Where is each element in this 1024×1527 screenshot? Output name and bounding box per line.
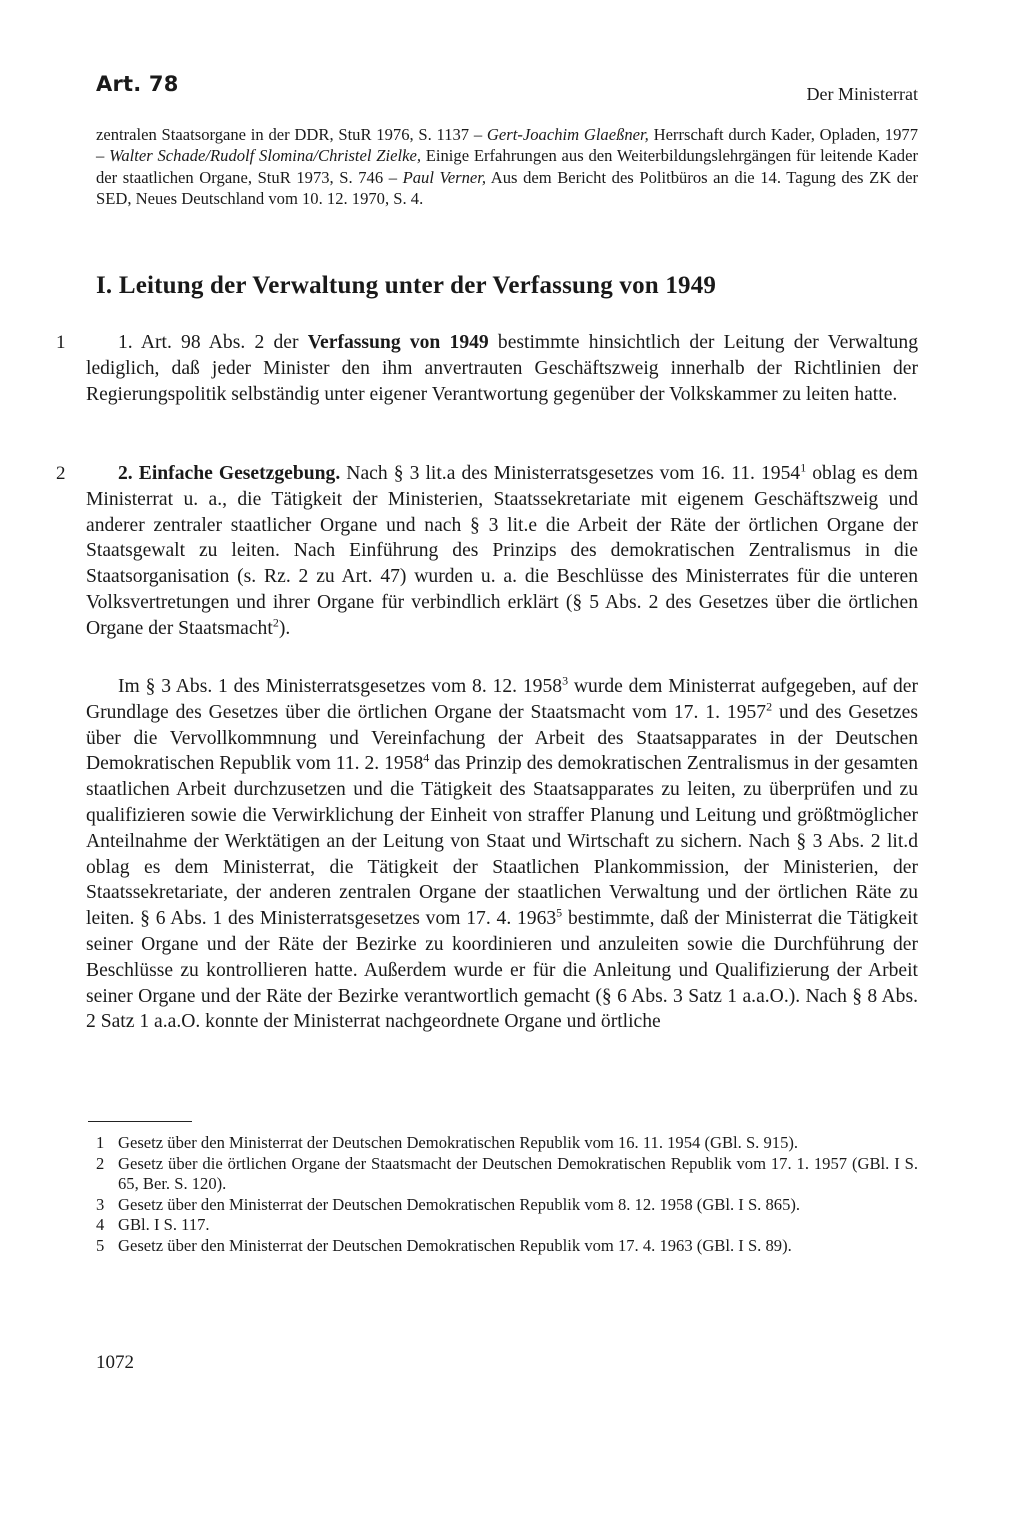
paragraph-text: bestimmte, daß der Ministerrat die Tätigkeit seiner Organe und der Räte der Bezirke zu koordinieren und anzuleiten sowie die Durchführung der Beschlüsse zu kontrollieren hatte. Außerdem wurde er für die Anleitung und Qualifizierung der Arbeit seiner Organe und der Räte der Bezirke verantwortlich gemacht (§ 6 Abs. 3 Satz 1 a.a.O.). Nach § 8 Abs. 2 Satz 1 a.a.O. konnte der Ministerrat nachgeordnete Organe und örtliche bbox=[86, 908, 918, 1033]
footnote-text: GBl. I S. 117. bbox=[118, 1215, 210, 1235]
bibliography-author: Gert-Joachim Glaeßner, bbox=[486, 125, 649, 144]
footnote-number: 5 bbox=[96, 1235, 105, 1255]
paragraph-text: Nach § 3 lit.a des Ministerratsgesetzes vom 16. 11. 1954 bbox=[340, 463, 801, 484]
paragraph-2 bbox=[86, 461, 918, 642]
footnote-ref: 2 bbox=[272, 615, 279, 630]
paragraph-body bbox=[86, 330, 918, 407]
footnote bbox=[96, 1215, 918, 1236]
paragraph-text: wurde dem Ministerrat aufgegeben, auf der Grundlage des Gesetzes über die örtlichen Organe der Staatsmacht vom 17. 1. 1957 bbox=[86, 676, 918, 723]
footnote-ref: 4 bbox=[423, 750, 430, 765]
footnote-divider bbox=[88, 1121, 192, 1122]
running-head: Der Ministerrat bbox=[806, 84, 918, 104]
footnote-number: 1 bbox=[96, 1133, 105, 1152]
footnote-number: 3 bbox=[96, 1194, 105, 1214]
footnote-text: Gesetz über den Ministerrat der Deutschen Demokratischen Republik vom 16. 11. 1954 (GBl. S. 915). bbox=[118, 1133, 799, 1152]
bibliography-text: Einige Erfahrungen aus den Weiterbildungslehrgängen für leitende Kader der staatlichen Organe, StuR 1973, S. 746 – bbox=[96, 146, 918, 187]
bibliography-block bbox=[96, 124, 918, 209]
paragraph-1 bbox=[86, 330, 918, 407]
footnote-ref: 3 bbox=[562, 673, 569, 688]
paragraph-3 bbox=[86, 674, 918, 1035]
article-label: Art. 78 bbox=[96, 72, 179, 96]
page-number: 1072 bbox=[96, 1352, 134, 1373]
footnotes bbox=[96, 1133, 918, 1257]
paragraph-body bbox=[86, 674, 918, 1035]
paragraph-text: das Prinzip des demokratischen Zentralismus in der gesamten staatlichen Arbeit durchzusetzen und die Tätigkeit des Staatsapparates zu leiten, zu überprüfen und zu qualifizieren sowie die Verwirklichung der Einheit von straffer Planung und Leitung und größtmöglicher Anteilnahme der Werktätigen an der Leitung von Staat und Wirtschaft zu sichern. Nach § 3 Abs. 2 lit.d oblag es dem Ministerrat, die Tätigkeit der Staatlichen Plankommission, der Ministerien, der Staatssekretariate, der anderen zentralen Organe der staatlichen Verwaltung und der örtlichen Räte zu leiten. § 6 Abs. 1 des Ministerratsgesetzes vom 17. 4. 1963 bbox=[86, 753, 918, 930]
paragraph-bold: 2. Einfache Gesetzgebung. bbox=[118, 463, 341, 484]
footnote-ref: 5 bbox=[556, 905, 563, 920]
section-heading: I. Leitung der Verwaltung unter der Verfassung von 1949 bbox=[96, 272, 717, 299]
footnote-text: Gesetz über die örtlichen Organe der Staatsmacht der Deutschen Demokratischen Republik vom 17. 1. 1957 (GBl. I S. 65, Ber. S. 120). bbox=[118, 1153, 918, 1194]
bibliography-author: Paul Verner, bbox=[402, 167, 487, 187]
paragraph-text: und des Gesetzes über die Vervollkommnung und Vereinfachung der Arbeit des Staatsapparates in der Deutschen Demokratischen Republik vom 11. 2. 1958 bbox=[86, 701, 918, 775]
margin-number: 1 bbox=[56, 332, 66, 353]
bibliography-text: zentralen Staatsorgane in der DDR, StuR 1976, S. 1137 – bbox=[96, 125, 487, 144]
footnote-ref: 1 bbox=[800, 460, 807, 475]
footnote-number: 2 bbox=[96, 1153, 105, 1173]
footnote bbox=[96, 1133, 918, 1154]
paragraph-text: ). bbox=[278, 617, 291, 639]
footnote-text: Gesetz über den Ministerrat der Deutschen Demokratischen Republik vom 8. 12. 1958 (GBl. I S. 865). bbox=[118, 1194, 801, 1214]
bibliography-text: Herrschaft durch Kader, Opladen, 1977 – bbox=[96, 125, 918, 166]
footnote bbox=[96, 1195, 918, 1216]
footnote bbox=[96, 1236, 918, 1257]
footnote-ref: 2 bbox=[766, 699, 773, 714]
footnote bbox=[96, 1154, 918, 1195]
margin-number: 2 bbox=[56, 463, 66, 484]
paragraph-text: oblag es dem Ministerrat u. a., die Tätigkeit der Ministerien, Staatssekretariate mit eigenem Geschäftszweig und anderer zentraler staatlicher Organe und nach § 3 lit.e die Arbeit der Räte der örtlichen Organe der Staatsgewalt zu leiten. Nach Einführung des Prinzips des demokratischen Zentralismus in die Staatsorganisation (s. Rz. 2 zu Art. 47) wurden u. a. die Beschlüsse des Ministerrates für die unteren Volksvertretungen und ihrer Organe für verbindlich erklärt (§ 5 Abs. 2 des Gesetzes über die örtlichen Organe der Staatsmacht bbox=[86, 463, 918, 639]
paragraph-body bbox=[86, 461, 918, 642]
bibliography-text: Aus dem Bericht des Politbüros an die 14. Tagung des ZK der SED, Neues Deutschland vom 10. 12. 1970, S. 4. bbox=[96, 167, 918, 208]
paragraph-bold: Verfassung von 1949 bbox=[307, 332, 489, 353]
bibliography-author: Walter Schade/Rudolf Slomina/Christel Zielke, bbox=[109, 146, 421, 166]
paragraph-text: 1. Art. 98 Abs. 2 der bbox=[118, 332, 308, 353]
footnote-number: 4 bbox=[96, 1215, 105, 1235]
paragraph-text: bestimmte hinsichtlich der Leitung der Verwaltung lediglich, daß jeder Minister den ihm anvertrauten Geschäftszweig innerhalb der Richtlinien der Regierungspolitik selbständig unter eigener Verantwortung gegenüber der Volkskammer zu leiten hatte. bbox=[86, 332, 918, 405]
paragraph-text: Im § 3 Abs. 1 des Ministerratsgesetzes vom 8. 12. 1958 bbox=[118, 676, 563, 697]
footnote-text: Gesetz über den Ministerrat der Deutschen Demokratischen Republik vom 17. 4. 1963 (GBl. I S. 89). bbox=[118, 1235, 792, 1255]
